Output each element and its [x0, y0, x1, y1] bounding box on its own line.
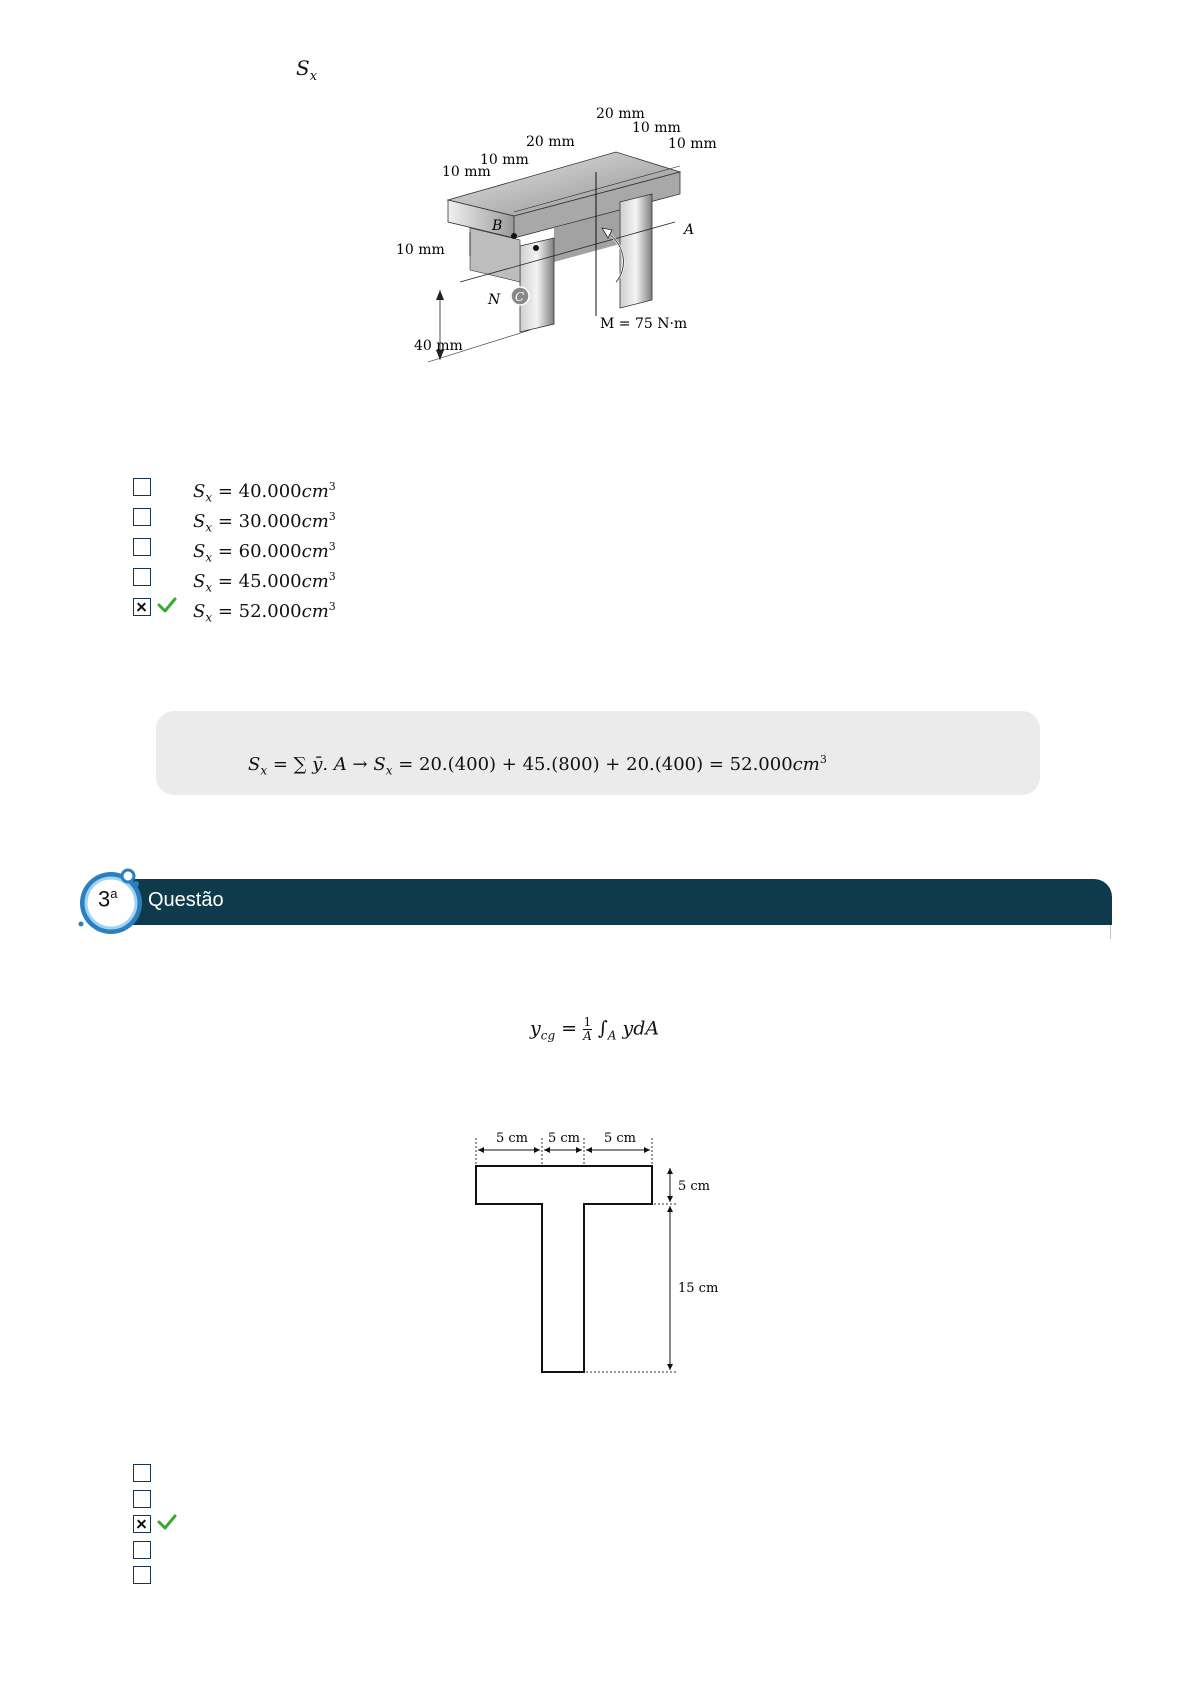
answer-checkbox[interactable] — [133, 568, 151, 586]
correct-check-icon — [157, 596, 177, 614]
answer-checkbox[interactable] — [133, 598, 151, 616]
answer-option[interactable] — [133, 534, 336, 565]
solution-formula: $S_x$ = ∑ ȳ. $A \to S_x = 20.(400) + 45.(800) + 20.(400) = 52.000cm^3$ — [248, 753, 827, 778]
web-front — [520, 238, 554, 332]
answer-option[interactable] — [133, 1562, 151, 1588]
answer-text: $S_x = 60.000cm^3$ — [193, 540, 336, 565]
label-b: B — [492, 218, 503, 234]
dim-10mm-b: 10 mm — [668, 136, 717, 152]
answer-option[interactable] — [133, 474, 336, 505]
question-variable-label: $S_x$ — [296, 56, 318, 84]
dim-right-1: 5 cm — [678, 1179, 711, 1194]
t-section-figure — [460, 1120, 730, 1380]
dim-10mm-c: 10 mm — [480, 152, 529, 168]
dim-top-3: 5 cm — [604, 1131, 637, 1146]
answer-option[interactable] — [133, 564, 336, 595]
solution-box — [156, 711, 1040, 795]
answer-checkbox[interactable] — [133, 508, 151, 526]
answer-option[interactable] — [133, 1537, 151, 1563]
question-number: 3$^a$ — [98, 886, 118, 912]
label-c: C — [515, 290, 525, 304]
answer-checkbox[interactable] — [133, 1566, 151, 1584]
tbeam-3d-figure — [396, 104, 800, 404]
question3-header-bar — [132, 879, 1112, 925]
centroid-formula: $y_{cg}$ = $\frac{1}{A}$ $\int_A$ ydA — [530, 1015, 660, 1043]
answer-checkbox[interactable] — [133, 1541, 151, 1559]
answer-option[interactable] — [133, 594, 336, 625]
answer-text: $S_x = 45.000cm^3$ — [193, 570, 336, 595]
answer-option[interactable] — [133, 1460, 151, 1486]
answer-option[interactable] — [133, 1486, 151, 1512]
t-section-outline — [476, 1166, 652, 1372]
answer-option[interactable] — [133, 1511, 151, 1537]
web-back — [620, 194, 652, 308]
answer-checkbox[interactable] — [133, 1515, 151, 1533]
answer-checkbox[interactable] — [133, 538, 151, 556]
dim-10mm-d: 10 mm — [442, 164, 491, 180]
dim-right-2: 15 cm — [678, 1281, 719, 1296]
answer-checkbox[interactable] — [133, 478, 151, 496]
question-header-title: Questão — [148, 889, 224, 911]
dim-10mm-a: 10 mm — [632, 120, 681, 136]
dim-10mm-side: 10 mm — [396, 242, 445, 258]
dim-top-2: 5 cm — [548, 1131, 581, 1146]
answer-text: $S_x = 40.000cm^3$ — [193, 480, 336, 505]
answer-option[interactable] — [133, 504, 336, 535]
label-a: A — [684, 222, 695, 238]
moment-label: M = 75 N·m — [600, 316, 688, 332]
answer-checkbox[interactable] — [133, 1490, 151, 1508]
dim-40mm: 40 mm — [414, 338, 463, 354]
answer-text: $S_x = 52.000cm^3$ — [193, 600, 336, 625]
dim-top-1: 5 cm — [496, 1131, 529, 1146]
answer-checkbox[interactable] — [133, 1464, 151, 1482]
label-n: N — [488, 292, 501, 308]
answer-text: $S_x = 30.000cm^3$ — [193, 510, 336, 535]
correct-check-icon — [157, 1513, 177, 1531]
dim-20mm-top: 20 mm — [596, 106, 645, 122]
dim-20mm-mid: 20 mm — [526, 134, 575, 150]
